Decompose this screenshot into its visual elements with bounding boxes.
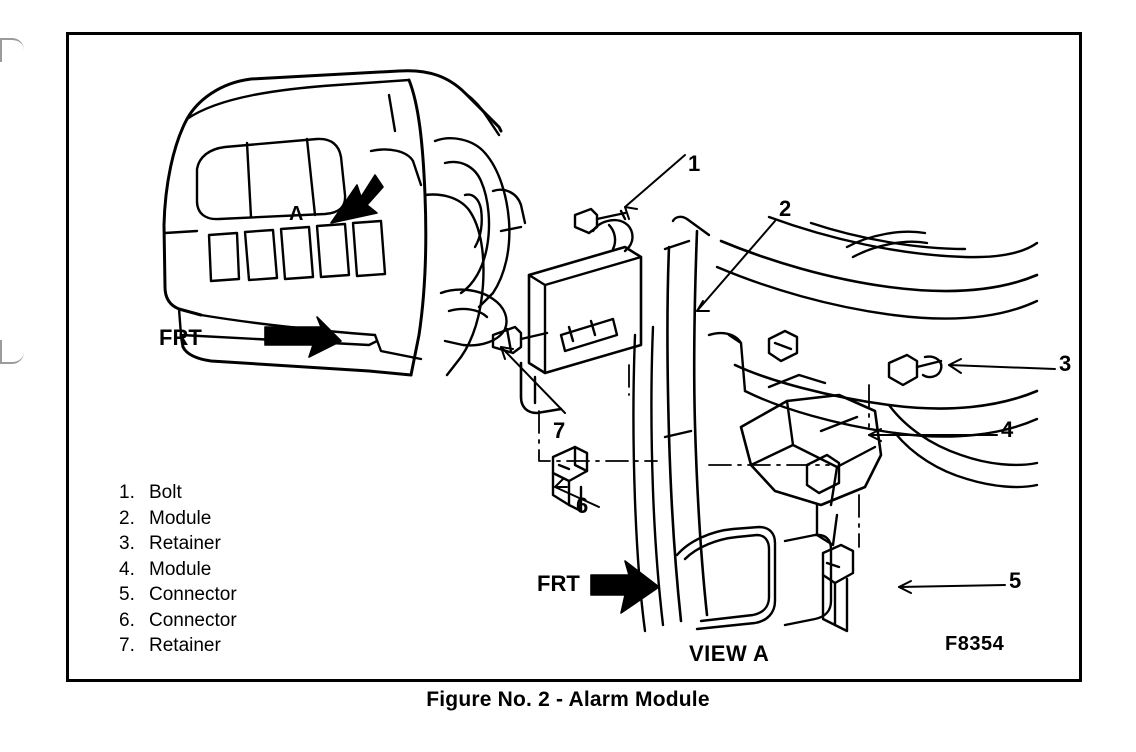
legend-label: Retainer <box>149 635 221 656</box>
legend-item <box>119 608 237 634</box>
drawing-code: F8354 <box>945 633 1005 655</box>
retainer-item-3 <box>889 355 941 385</box>
legend-item <box>119 480 237 506</box>
legend-item <box>119 531 237 557</box>
connector-item-5 <box>823 545 853 631</box>
legend-label: Retainer <box>149 533 221 554</box>
frt-arrow-left <box>265 317 341 357</box>
section-marker-a: A <box>289 203 304 225</box>
legend-number: 4. <box>119 558 135 580</box>
callout-2: 2 <box>779 196 792 221</box>
callout-5: 5 <box>1009 568 1022 593</box>
roof-panel-right <box>709 217 1037 487</box>
page-edge-mark-bottom <box>0 340 24 364</box>
frt-arrow-view-a <box>591 561 659 613</box>
cab-illustration <box>164 71 525 375</box>
callout-4: 4 <box>1001 417 1014 442</box>
callout-6: 6 <box>576 493 589 518</box>
legend-label: Connector <box>149 584 237 605</box>
legend-number: 5. <box>119 584 135 605</box>
alarm-module-box <box>521 220 641 413</box>
legend-item <box>119 633 237 659</box>
frt-label-left: FRT <box>159 325 202 350</box>
legend-label: Connector <box>149 609 237 631</box>
figure-frame <box>66 32 1082 682</box>
legend-item <box>119 557 237 583</box>
legend-item <box>119 582 237 608</box>
callout-7: 7 <box>553 418 566 443</box>
pillar-structure <box>634 217 710 631</box>
figure-caption: Figure No. 2 - Alarm Module <box>426 688 710 711</box>
page-edge-mark-top <box>0 38 24 62</box>
legend-number: 7. <box>119 635 135 656</box>
parts-legend <box>119 480 237 659</box>
view-a-arrow <box>331 175 383 223</box>
callout-1: 1 <box>688 151 701 176</box>
legend-number: 1. <box>119 482 135 503</box>
legend-label: Module <box>149 507 212 529</box>
legend-number: 2. <box>119 507 135 529</box>
frt-label-view-a: FRT <box>537 571 580 596</box>
legend-number: 3. <box>119 533 135 554</box>
legend-item <box>119 506 237 532</box>
legend-label: Bolt <box>149 482 182 503</box>
legend-label: Module <box>149 558 212 580</box>
view-a-label: VIEW A <box>689 641 770 666</box>
legend-number: 6. <box>119 609 135 631</box>
callout-3: 3 <box>1059 351 1072 376</box>
